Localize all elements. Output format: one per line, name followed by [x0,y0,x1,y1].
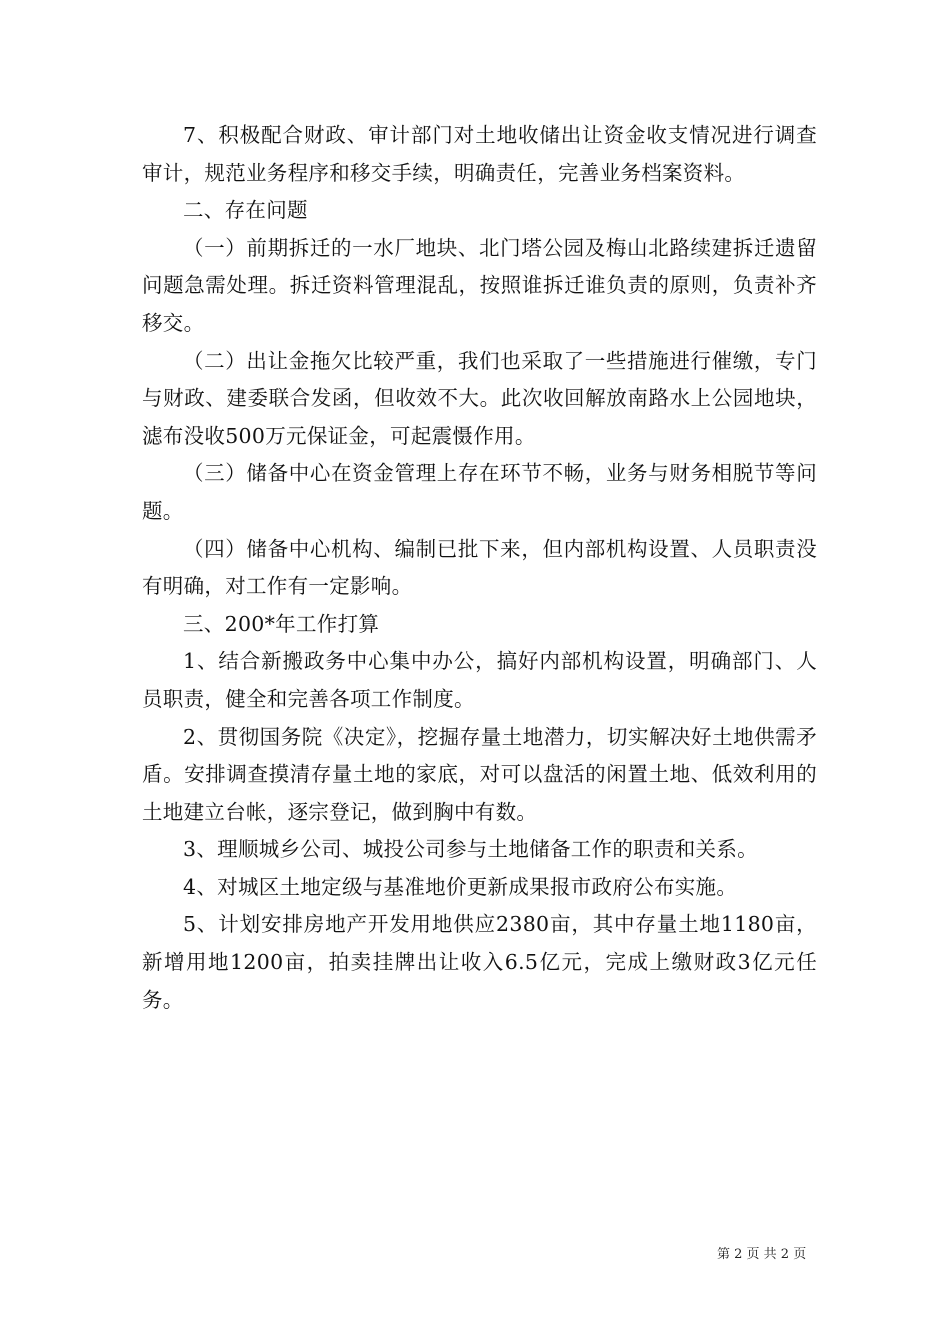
section-heading-plan: 三、200*年工作打算 [183,611,380,636]
document-body [142,117,817,1019]
paragraph-plan-3: 3、理顺城乡公司、城投公司参与土地储备工作的职责和关系。 [183,837,758,862]
paragraph-problem-1: （一）前期拆迁的一水厂地块、北门塔公园及梅山北路续建拆迁遗留问题急需处理。拆迁资料管理混乱，按照谁拆迁谁负责的原则，负责补齐移交。 [142,235,817,335]
paragraph-plan-4: 4、对城区土地定级与基准地价更新成果报市政府公布实施。 [183,874,738,899]
section-heading-problems: 二、存在问题 [183,198,308,223]
paragraph-problem-4: （四）储备中心机构、编制已批下来，但内部机构设置、人员职责没有明确，对工作有一定影响。 [142,536,817,599]
paragraph-item-7: 7、积极配合财政、审计部门对土地收储出让资金收支情况进行调查审计，规范业务程序和移交手续，明确责任，完善业务档案资料。 [142,123,817,185]
paragraph-plan-2: 2、贯彻国务院《决定》，挖掘存量土地潜力，切实解决好土地供需矛盾。安排调查摸清存量土地的家底，对可以盘活的闲置土地、低效利用的土地建立台帐，逐宗登记，做到胸中有数。 [142,724,817,824]
paragraph-plan-5: 5、计划安排房地产开发用地供应2380亩，其中存量土地1180亩，新增用地1200亩，拍卖挂牌出让收入6.5亿元，完成上缴财政3亿元任务。 [142,912,817,1012]
paragraph-problem-3: （三）储备中心在资金管理上存在环节不畅，业务与财务相脱节等问题。 [142,461,817,523]
paragraph-plan-1: 1、结合新搬政务中心集中办公，搞好内部机构设置，明确部门、人员职责，健全和完善各项工作制度。 [142,649,817,711]
page-number-footer: 第 2 页 共 2 页 [717,1247,807,1262]
paragraph-problem-2: （二）出让金拖欠比较严重，我们也采取了一些措施进行催缴，专门与财政、建委联合发函，但收效不大。此次收回解放南路水上公园地块，滤布没收500万元保证金，可起震慑作用。 [142,348,817,448]
